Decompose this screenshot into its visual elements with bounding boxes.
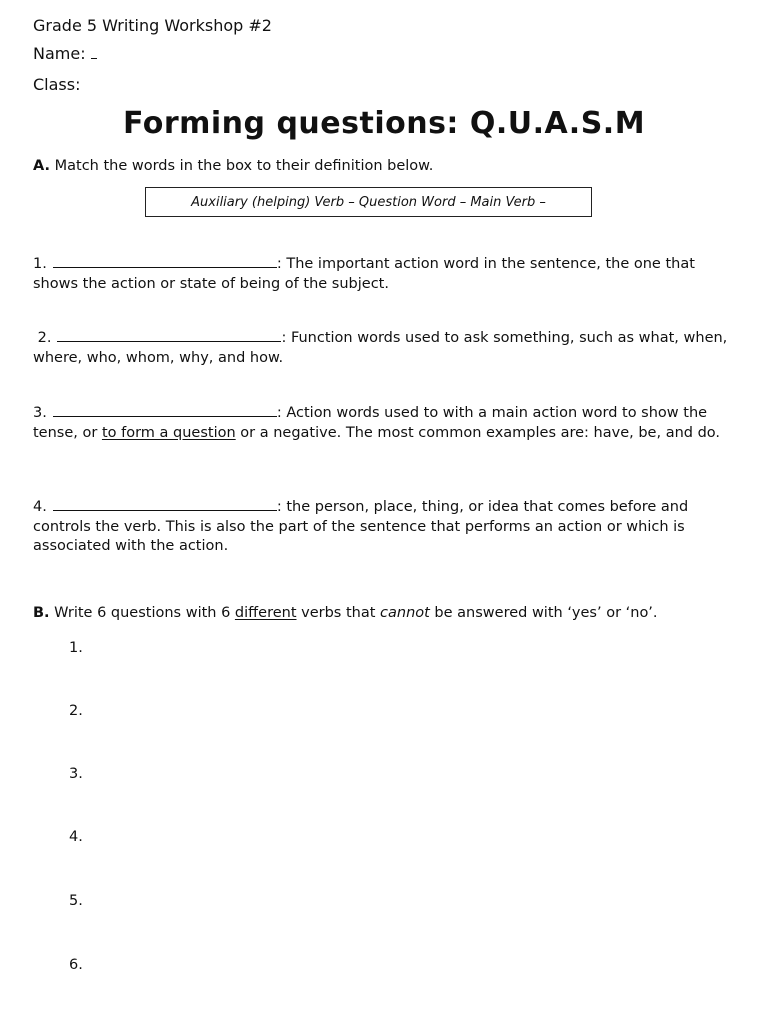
question-item-5: 5.: [69, 893, 83, 909]
question-item-6: 6.: [69, 957, 83, 973]
section-b-instruction: [33, 604, 658, 624]
definition-2: [33, 328, 733, 368]
question-item-3: 3.: [69, 766, 83, 782]
definition-text: : The important action word in the sentence, the one that shows the action or state of being of the subject.: [33, 256, 695, 292]
underlined-phrase: to form a question: [101, 424, 236, 441]
answer-blank[interactable]: [53, 497, 277, 511]
section-b-letter: B.: [33, 605, 50, 621]
section-b-text-2: verbs that: [296, 605, 381, 621]
definition-number: 3.: [33, 405, 47, 421]
page-title: Forming questions: Q.U.A.S.M: [122, 106, 646, 141]
answer-blank[interactable]: [57, 328, 281, 342]
class-label: Class:: [33, 75, 81, 94]
italic-word: cannot: [380, 605, 430, 621]
definition-number: 2.: [33, 330, 52, 346]
section-a-text: Match the words in the box to their definition below.: [50, 158, 434, 174]
name-line: [33, 44, 97, 63]
answer-blank[interactable]: [53, 254, 277, 268]
definition-number: 1.: [33, 256, 47, 272]
question-item-4: 4.: [69, 829, 83, 845]
definition-text: : Action words used to with a main action word to show the tense, or: [33, 405, 708, 441]
definition-text: : the person, place, thing, or idea that comes before and controls the verb. This is also the part of the sentence that performs an action or which is associated with the action.: [33, 499, 689, 554]
definition-text-continued: or a negative. The most common examples are: have, be, and do.: [235, 424, 721, 441]
answer-blank[interactable]: [53, 403, 277, 417]
underlined-word: different: [234, 605, 297, 621]
definition-3: [33, 403, 733, 443]
name-blank[interactable]: [91, 45, 97, 59]
section-b-text: Write 6 questions with 6: [49, 605, 235, 621]
worksheet-header: Grade 5 Writing Workshop #2: [33, 16, 272, 35]
section-a-letter: A.: [33, 158, 50, 174]
word-box: [145, 187, 592, 217]
definition-number: 4.: [33, 499, 47, 515]
definition-4: [33, 497, 733, 557]
definition-1: [33, 254, 733, 294]
definition-text: : Function words used to ask something, such as what, when, where, who, whom, why, and how.: [33, 330, 728, 366]
question-item-1: 1.: [69, 640, 83, 656]
section-a-instruction: [33, 157, 433, 177]
section-b-text-3: be answered with ‘yes’ or ‘no’.: [429, 605, 658, 621]
word-box-text: Auxiliary (helping) Verb – Question Word – Main Verb –: [191, 194, 546, 210]
name-label: Name:: [33, 44, 91, 63]
question-item-2: 2.: [69, 703, 83, 719]
